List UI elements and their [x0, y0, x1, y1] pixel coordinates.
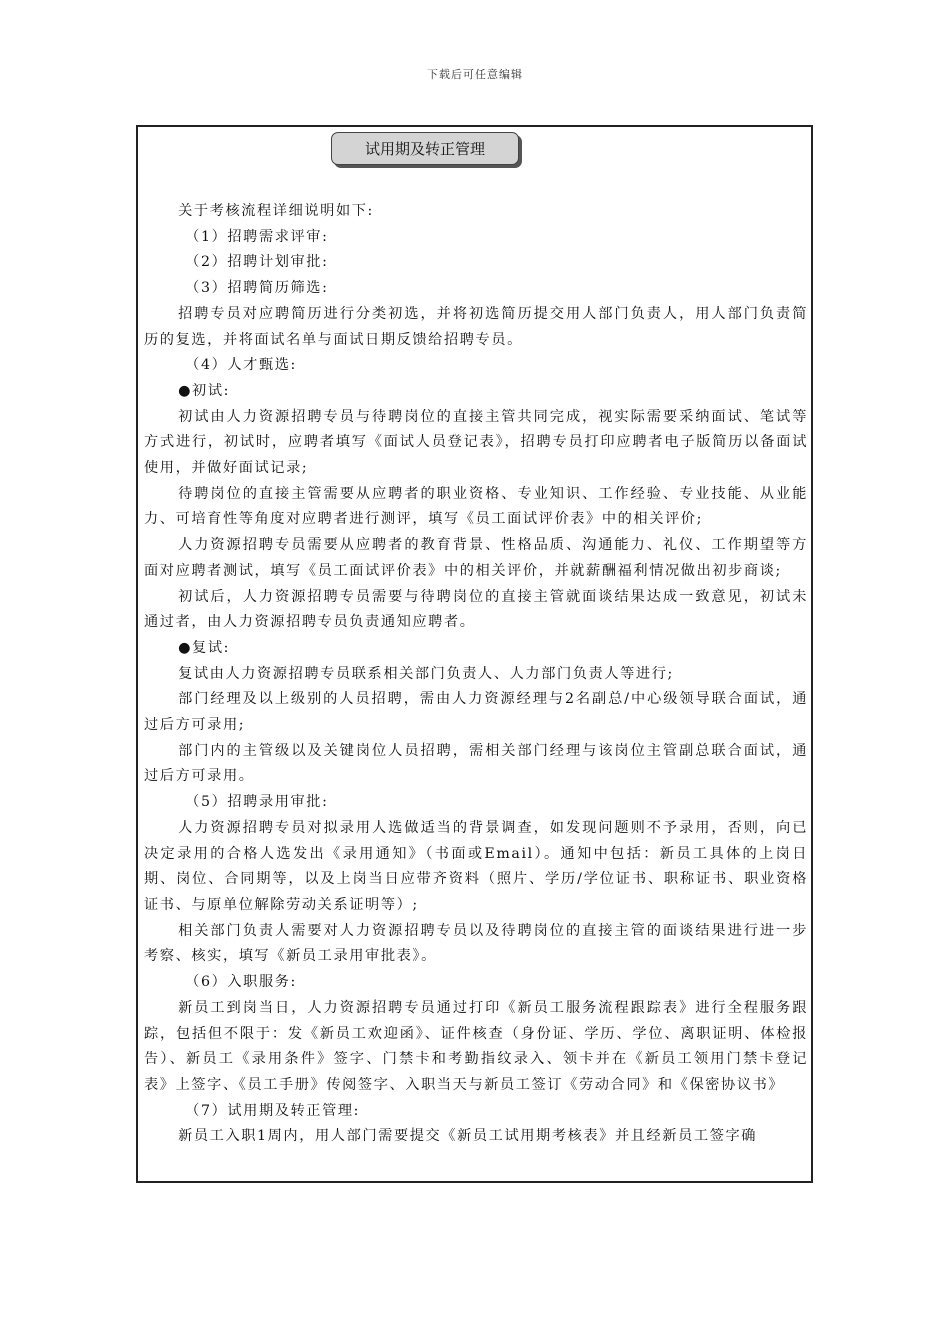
section-heading: （4）人才甄选:	[185, 357, 297, 374]
paragraph: 部门经理及以上级别的人员招聘，需由人力资源经理与2名副总/中心级领导联合面试，通过后方可录用;	[144, 691, 808, 734]
section-heading: （7）试用期及转正管理:	[185, 1102, 361, 1119]
section-heading: （1）招聘需求评审:	[185, 228, 329, 245]
paragraph: 复试由人力资源招聘专员联系相关部门负责人、人力部门负责人等进行;	[178, 665, 674, 682]
bullet-heading: ●复试:	[178, 639, 231, 656]
paragraph: 待聘岗位的直接主管需要从应聘者的职业资格、专业知识、工作经验、专业技能、从业能力、可培育性等角度对应聘者进行测评，填写《员工面试评价表》中的相关评价;	[144, 485, 808, 528]
section-heading: （3）招聘简历筛选:	[185, 280, 329, 297]
section-heading: （6）入职服务:	[185, 974, 297, 991]
paragraph: 人力资源招聘专员需要从应聘者的教育背景、性格品质、沟通能力、礼仪、工作期望等方面对应聘者测试，填写《员工面试评价表》中的相关评价，并就薪酬福利情况做出初步商谈;	[144, 537, 808, 579]
paragraph: 初试后，人力资源招聘专员需要与待聘岗位的直接主管就面谈结果达成一致意见，初试未通过者，由人力资源招聘专员负责通知应聘者。	[144, 588, 808, 631]
document-frame	[136, 125, 813, 1183]
bullet-heading: ●初试:	[178, 382, 231, 399]
paragraph: 新员工入职1周内，用人部门需要提交《新员工试用期考核表》并且经新员工签字确	[178, 1128, 758, 1145]
paragraph: 关于考核流程详细说明如下:	[178, 203, 374, 219]
document-body	[144, 199, 808, 1150]
section-heading: （2）招聘计划审批:	[185, 254, 329, 271]
paragraph: 初试由人力资源招聘专员与待聘岗位的直接主管共同完成，视实际需要采纳面试、笔试等方式进行，初试时，应聘者填写《面试人员登记表》，招聘专员打印应聘者电子版简历以备面试使用，并做好面试记录;	[144, 408, 808, 477]
header-note: 下载后可任意编辑	[427, 68, 523, 81]
section-heading: （5）招聘录用审批:	[185, 794, 329, 811]
section-title: 试用期及转正管理	[331, 132, 519, 165]
paragraph: 新员工到岗当日，人力资源招聘专员通过打印《新员工服务流程跟踪表》进行全程服务跟踪，包括但不限于：发《新员工欢迎函》、证件核查（身份证、学历、学位、离职证明、体检报告）、新员工《录用条件》签字、门禁卡和考勤指纹录入、领卡并在《新员工领用门禁卡登记表》上签字、《员工手册》传阅签字、入职当天与新员工签订《劳动合同》和《保密协议书》	[144, 999, 808, 1093]
paragraph: 人力资源招聘专员对拟录用人选做适当的背景调查，如发现问题则不予录用，否则，向已决定录用的合格人选发出《录用通知》（书面或Email）。通知中包括：新员工具体的上岗日期、岗位、合同期等，以及上岗当日应带齐资料（照片、学历/学位证书、职称证书、职业资格证书、与原单位解除劳动关系证明等）;	[144, 819, 808, 913]
paragraph: 相关部门负责人需要对人力资源招聘专员以及待聘岗位的直接主管的面谈结果进行进一步考察、核实，填写《新员工录用审批表》。	[144, 922, 808, 965]
paragraph: 招聘专员对应聘简历进行分类初选，并将初选简历提交用人部门负责人，用人部门负责简历的复选，并将面试名单与面试日期反馈给招聘专员。	[144, 305, 808, 348]
paragraph: 部门内的主管级以及关键岗位人员招聘，需相关部门经理与该岗位主管副总联合面试，通过后方可录用。	[144, 742, 808, 785]
